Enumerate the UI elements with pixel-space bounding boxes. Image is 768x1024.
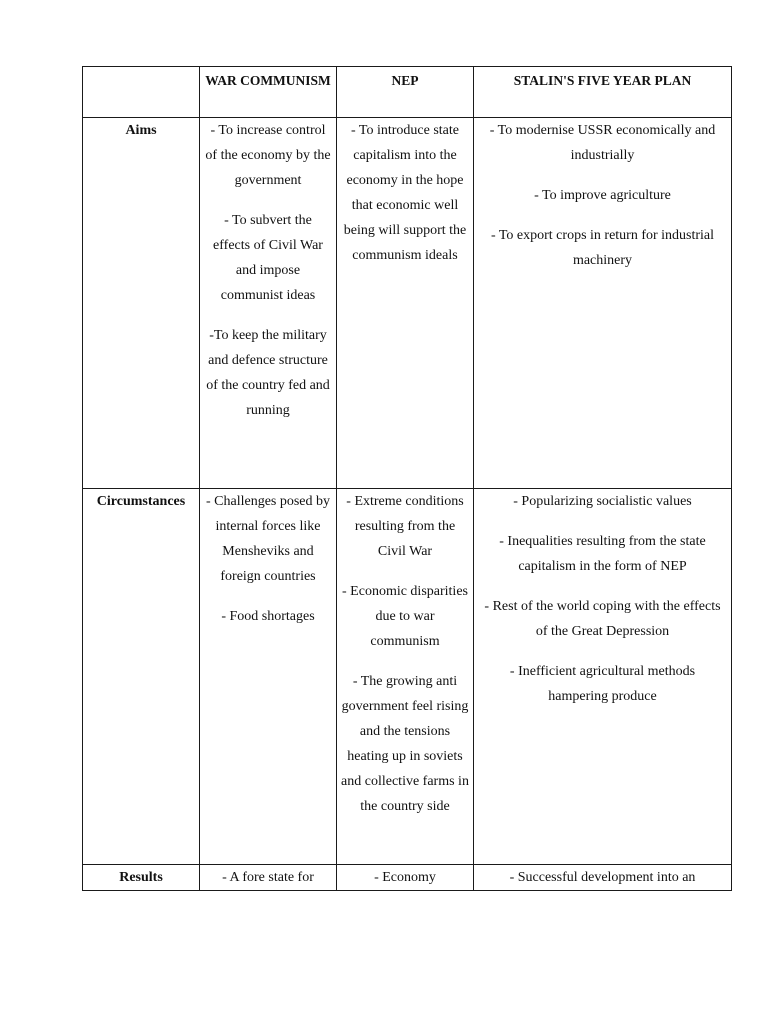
cell-paragraph: - Popularizing socialistic values xyxy=(513,494,692,509)
header-five-year-plan: STALIN'S FIVE YEAR PLAN xyxy=(474,67,732,118)
table-row-results xyxy=(83,865,732,891)
cell-paragraph: - A fore state for xyxy=(222,870,314,885)
header-nep: NEP xyxy=(337,67,474,118)
cell-paragraph: - Economic disparities due to war communism xyxy=(342,584,468,649)
cell-paragraph: - Inefficient agricultural methods hampering produce xyxy=(509,664,696,704)
cell-paragraph: - Extreme conditions resulting from the Civil War xyxy=(346,494,464,559)
table-header-row xyxy=(83,67,732,118)
cell-paragraph: - To export crops in return for industrial machinery xyxy=(490,228,715,268)
cell-paragraph: -To keep the military and defence structure of the country fed and running xyxy=(206,328,330,418)
cell-paragraph: - Food shortages xyxy=(221,609,315,624)
results-war-communism-cell xyxy=(200,865,337,891)
results-nep-cell xyxy=(337,865,474,891)
cell-paragraph: - Challenges posed by internal forces like Mensheviks and foreign countries xyxy=(205,494,331,584)
cell-paragraph: - To modernise USSR economically and industrially xyxy=(489,123,716,163)
table-row-circumstances xyxy=(83,489,732,865)
cell-paragraph: - To improve agriculture xyxy=(534,188,671,203)
row-label-results: Results xyxy=(83,865,200,891)
results-five-year-plan-cell xyxy=(474,865,732,891)
cell-paragraph: - Rest of the world coping with the effects of the Great Depression xyxy=(484,599,721,639)
aims-nep-cell xyxy=(337,118,474,489)
circumstances-nep-cell xyxy=(337,489,474,865)
circumstances-war-communism-cell xyxy=(200,489,337,865)
circumstances-five-year-plan-cell xyxy=(474,489,732,865)
aims-war-communism-cell xyxy=(200,118,337,489)
cell-paragraph: - The growing anti government feel rising and the tensions heating up in soviets and collective farms in the country side xyxy=(341,674,469,814)
header-war-communism: WAR COMMUNISM xyxy=(200,67,337,118)
cell-paragraph: - Economy xyxy=(374,870,436,885)
table-row-aims xyxy=(83,118,732,489)
cell-paragraph: - To subvert the effects of Civil War and impose communist ideas xyxy=(213,213,323,303)
cell-paragraph: - Successful development into an xyxy=(509,870,696,885)
row-label-aims: Aims xyxy=(83,118,200,489)
row-label-circumstances: Circumstances xyxy=(83,489,200,865)
cell-paragraph: - To introduce state capitalism into the economy in the hope that economic well being will support the communism ideals xyxy=(343,123,467,263)
comparison-table xyxy=(82,66,732,891)
header-corner-cell xyxy=(83,67,200,118)
cell-paragraph: - To increase control of the economy by the government xyxy=(205,123,331,188)
aims-five-year-plan-cell xyxy=(474,118,732,489)
cell-paragraph: - Inequalities resulting from the state capitalism in the form of NEP xyxy=(499,534,706,574)
